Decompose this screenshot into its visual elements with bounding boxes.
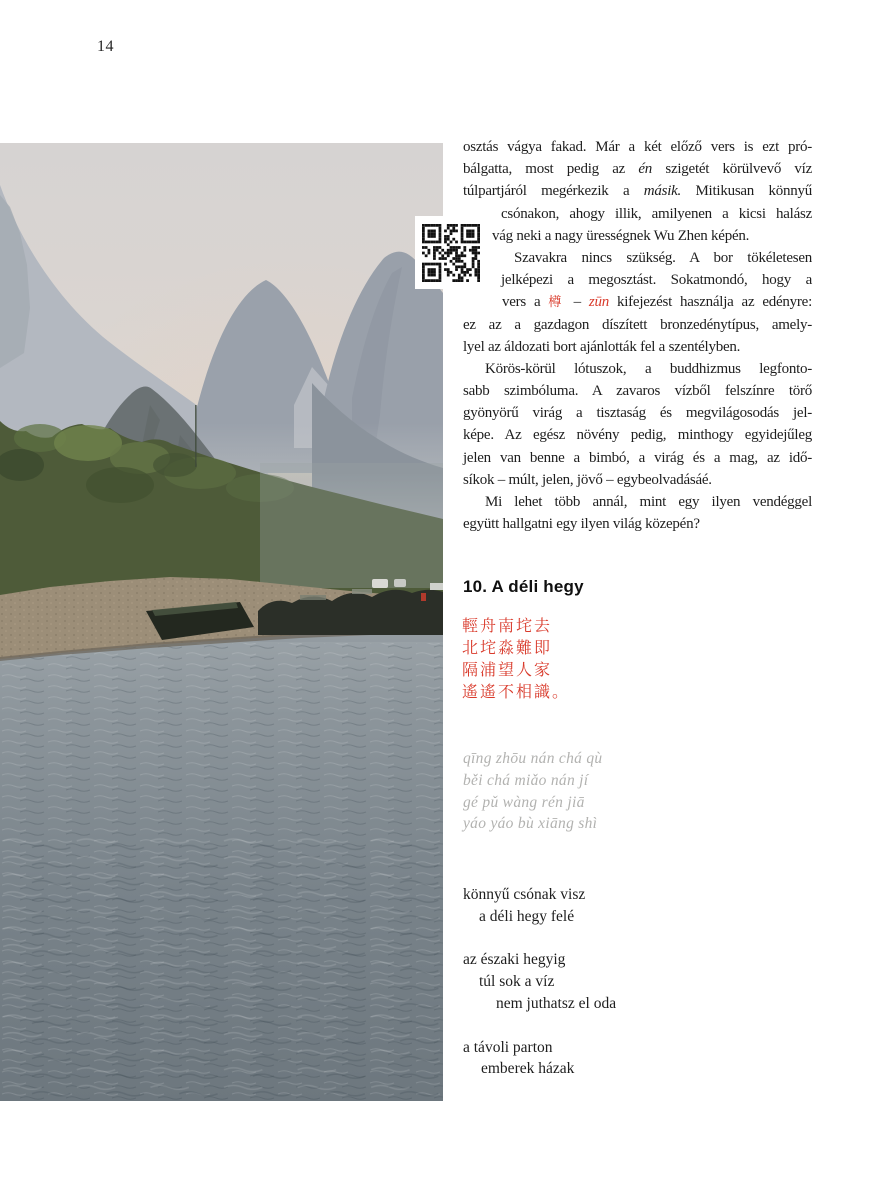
body-line: ez az a gazdagon díszített bronzedénytípus, amely- bbox=[463, 316, 812, 333]
section-heading: 10. A déli hegy bbox=[463, 577, 584, 596]
poem-line: könnyű csónak visz bbox=[463, 886, 586, 903]
poem-line: nem juthatsz el oda bbox=[496, 994, 617, 1012]
body-line: lyel az áldozati bort ajánlották fel a szentélyben. bbox=[463, 338, 741, 355]
stanza bbox=[463, 1037, 616, 1081]
body-line: együtt hallgatni egy ilyen világ közepén? bbox=[463, 516, 700, 533]
chinese-poem bbox=[462, 615, 570, 703]
body-line: Szavakra nincs szükség. A bor tökéletesen bbox=[514, 249, 812, 266]
body-line: osztás vágya fakad. Már a két előző vers is ezt pró- bbox=[463, 139, 812, 155]
body-line: vág neki a nagy ürességnek Wu Zhen képén. bbox=[492, 227, 750, 244]
poem-line: a távoli parton bbox=[463, 1038, 553, 1056]
landscape-photo-graphic bbox=[0, 143, 443, 1101]
stanza bbox=[463, 884, 616, 928]
pinyin-line: yáo yáo bù xiāng shì bbox=[463, 815, 598, 833]
chinese-line: 遙遙不相識。 bbox=[462, 682, 571, 701]
body-line: túlpartjáról megérkezik a másik. Mitikusan könnyű bbox=[463, 183, 812, 200]
body-line: vers a 樽 – zūn kifejezést használja az edényre: bbox=[502, 294, 812, 311]
li-river-photo bbox=[0, 143, 443, 1101]
poem-line: a déli hegy felé bbox=[479, 907, 575, 925]
body-line: képe. Az egész növény pedig, minthogy egyidejűleg bbox=[463, 427, 812, 444]
body-line: jelképezi a megosztást. Sokatmondó, hogy a bbox=[501, 272, 812, 289]
poem-line: emberek házak bbox=[481, 1060, 575, 1078]
body-line: sabb szimbóluma. A zavaros vízből felszínre törő bbox=[463, 383, 812, 400]
chinese-line: 北垞淼難即 bbox=[462, 638, 553, 657]
chinese-line: 輕舟南垞去 bbox=[462, 616, 553, 635]
body-line: gyönyörű virág a tisztaság és megvilágosodás jel- bbox=[463, 405, 812, 422]
body-line: jelen van benne a bimbó, a virág és a mag, az idő- bbox=[463, 449, 812, 466]
pinyin-line: qīng zhōu nán chá qù bbox=[463, 750, 603, 767]
page-number: 14 bbox=[97, 38, 114, 55]
pinyin-transcription bbox=[463, 748, 602, 835]
pinyin-line: gé pǔ wàng rén jiā bbox=[463, 793, 585, 811]
body-line: bálgatta, most pedig az én szigetét körülvevő víz bbox=[463, 161, 812, 178]
poem-line: az északi hegyig bbox=[463, 951, 566, 969]
article-text bbox=[463, 136, 812, 535]
body-line: Mi lehet több annál, mint egy ilyen vendéggel bbox=[485, 494, 812, 510]
body-line: Körös-körül lótuszok, a buddhizmus legfonto- bbox=[485, 360, 812, 377]
hungarian-translation bbox=[463, 884, 616, 1102]
poem-line: túl sok a víz bbox=[479, 973, 555, 991]
pinyin-line: běi chá miǎo nán jí bbox=[463, 771, 589, 789]
body-line: síkok – múlt, jelen, jövő – egybeolvadásáé. bbox=[463, 471, 712, 488]
body-line: csónakon, ahogy illik, amilyenen a kicsi halász bbox=[501, 205, 812, 222]
chinese-line: 隔浦望人家 bbox=[462, 660, 553, 679]
stanza bbox=[463, 949, 616, 1014]
